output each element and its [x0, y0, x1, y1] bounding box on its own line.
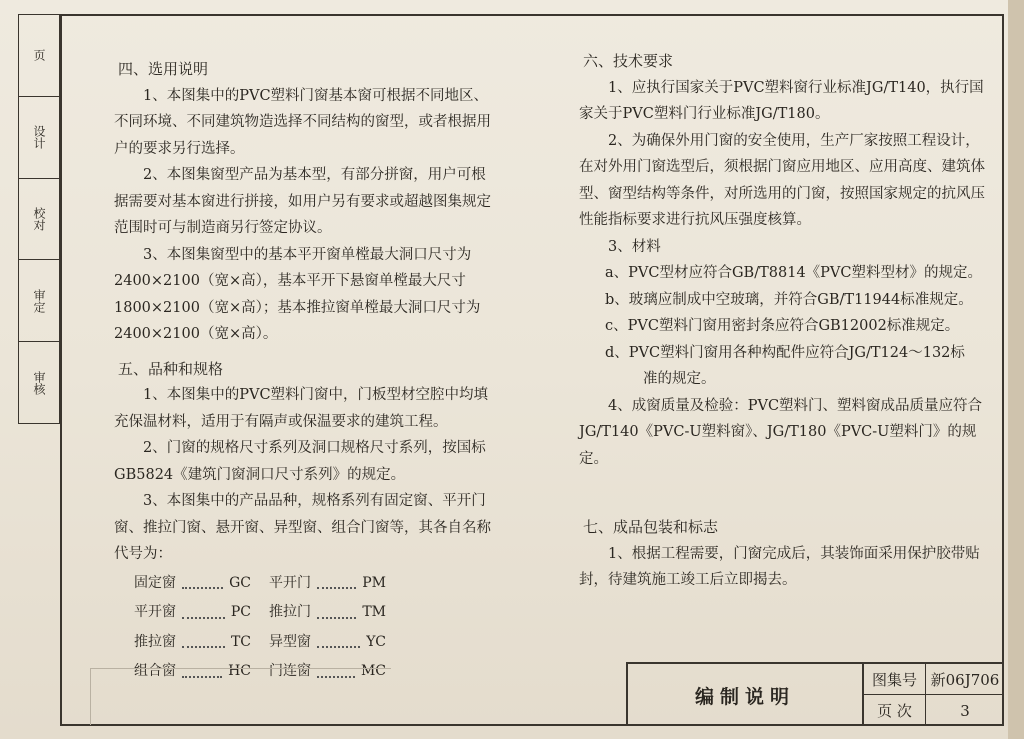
- sheet-title: 编制说明: [628, 664, 864, 726]
- left-column: [100, 56, 500, 685]
- paragraph: 1、本图集中的PVC塑料门窗基本窗可根据不同地区、不同环境、不同建筑物造选择不同结构的窗型，或者根据用户的要求另行选择。: [114, 87, 491, 157]
- set-number-value: 新06J706: [926, 664, 1004, 695]
- paragraph: 1、根据工程需要，门窗完成后，其装饰面采用保护胶带贴封，待建筑施工竣工后立即揭去。: [579, 545, 980, 588]
- code-value: TM: [362, 604, 386, 620]
- code-name: 异型窗: [269, 633, 311, 650]
- stripe-cell: 审定: [19, 260, 59, 342]
- stripe-cell: 设计: [19, 97, 59, 179]
- material-item: a、PVC型材应符合GB/T8814《PVC塑料型材》的规定。: [605, 265, 982, 281]
- stripe-cell: 页: [19, 15, 59, 97]
- section-5-title: 五、品种和规格: [118, 359, 224, 378]
- page-number-label: 页 次: [864, 695, 926, 726]
- code-value: GC: [229, 574, 251, 591]
- page-edge: [1008, 0, 1024, 739]
- material-item-cont: 准的规定。: [643, 371, 716, 387]
- right-column: [565, 48, 985, 594]
- code-value: PC: [230, 604, 251, 620]
- code-name: 推拉窗: [134, 633, 176, 650]
- title-block-grid: [864, 664, 1004, 726]
- code-item: [269, 570, 404, 597]
- paragraph: 4、成窗质量及检验：PVC塑料门、塑料窗成品质量应符合JG/T140《PVC-U塑料窗》、JG/T180《PVC-U塑料门》的规定。: [579, 397, 983, 467]
- code-name: 平开窗: [134, 604, 176, 620]
- page-number-value: 3: [960, 701, 970, 720]
- dot-leader: [317, 629, 360, 649]
- paragraph: 3、本图集中的产品品种，规格系列有固定窗、平开门窗、推拉门窗、悬开窗、异型窗、组合门窗等，其各自名称代号为：: [114, 493, 491, 562]
- code-item: [269, 629, 404, 656]
- code-name: 推拉门: [269, 604, 311, 620]
- code-item: [269, 599, 404, 626]
- paragraph: 3、本图集窗型中的基本平开窗单樘最大洞口尺寸为2400×2100（宽×高），基本平开下悬窗单樘最大尺寸1800×2100（宽×高）；基本推拉窗单樘最大洞口尺寸为2400×2100（宽×高）。: [114, 246, 481, 342]
- faint-stamp-area: [90, 668, 391, 725]
- dot-leader: [182, 599, 225, 619]
- code-value: HC: [228, 663, 251, 679]
- section-7-title: 七、成品包装和标志: [583, 518, 719, 536]
- approval-stripe: [18, 14, 60, 424]
- material-item: b、玻璃应制成中空玻璃，并符合GB/T11944标准规定。: [605, 291, 973, 308]
- paragraph: 2、门窗的规格尺寸系列及洞口规格尺寸系列，按国标GB5824《建筑门窗洞口尺寸系列》的规定。: [114, 440, 486, 483]
- paragraph: 2、为确保外用门窗的安全使用，生产厂家按照工程设计，在对外用门窗选型后，须根据门窗应用地区、应用高度、建筑体型、窗型结构等条件，对所选用的门窗，按照国家规定的抗风压性能指标要求进行抗风压强度核算。: [579, 132, 985, 228]
- code-name: 门连窗: [269, 663, 311, 679]
- section-4-title: 四、选用说明: [118, 60, 209, 78]
- dot-leader: [182, 570, 223, 590]
- stripe-cell: 校对: [19, 179, 59, 261]
- code-item: [134, 629, 269, 656]
- paragraph: 2、本图集窗型产品为基本型，有部分拼窗，用户可根据需要对基本窗进行拼接，如用户另有要求或超越图集规定范围时可与制造商另行签定协议。: [114, 167, 491, 236]
- set-number-label: 图集号: [864, 664, 926, 695]
- material-item: c、PVC塑料门窗用密封条应符合GB12002标准规定。: [605, 318, 960, 334]
- materials-heading: 3、材料: [608, 238, 661, 255]
- code-item: [134, 599, 269, 626]
- title-block: [626, 662, 1004, 726]
- stripe-cell: 审核: [32, 370, 46, 395]
- code-value: YC: [366, 633, 386, 650]
- code-item: [134, 570, 269, 597]
- paragraph: 1、本图集中的PVC塑料门窗中，门板型材空腔中均填充保温材料，适用于有隔声或保温要求的建筑工程。: [114, 387, 489, 430]
- section-6-title: 六、技术要求: [583, 52, 674, 70]
- code-name: 固定窗: [134, 574, 176, 591]
- code-name: 组合窗: [134, 663, 176, 679]
- dot-leader: [317, 570, 356, 590]
- dot-leader: [182, 629, 225, 649]
- material-item: d、PVC塑料门窗用各种构配件应符合JG/T124～132标: [605, 344, 965, 361]
- code-name: 平开门: [269, 574, 311, 591]
- code-value: TC: [230, 633, 251, 650]
- dot-leader: [317, 599, 356, 619]
- code-value: MC: [360, 663, 386, 679]
- code-value: PM: [362, 574, 386, 591]
- paragraph: 1、应执行国家关于PVC塑料窗行业标准JG/T140，执行国家关于PVC塑料门行业标准JG/T180。: [579, 79, 984, 122]
